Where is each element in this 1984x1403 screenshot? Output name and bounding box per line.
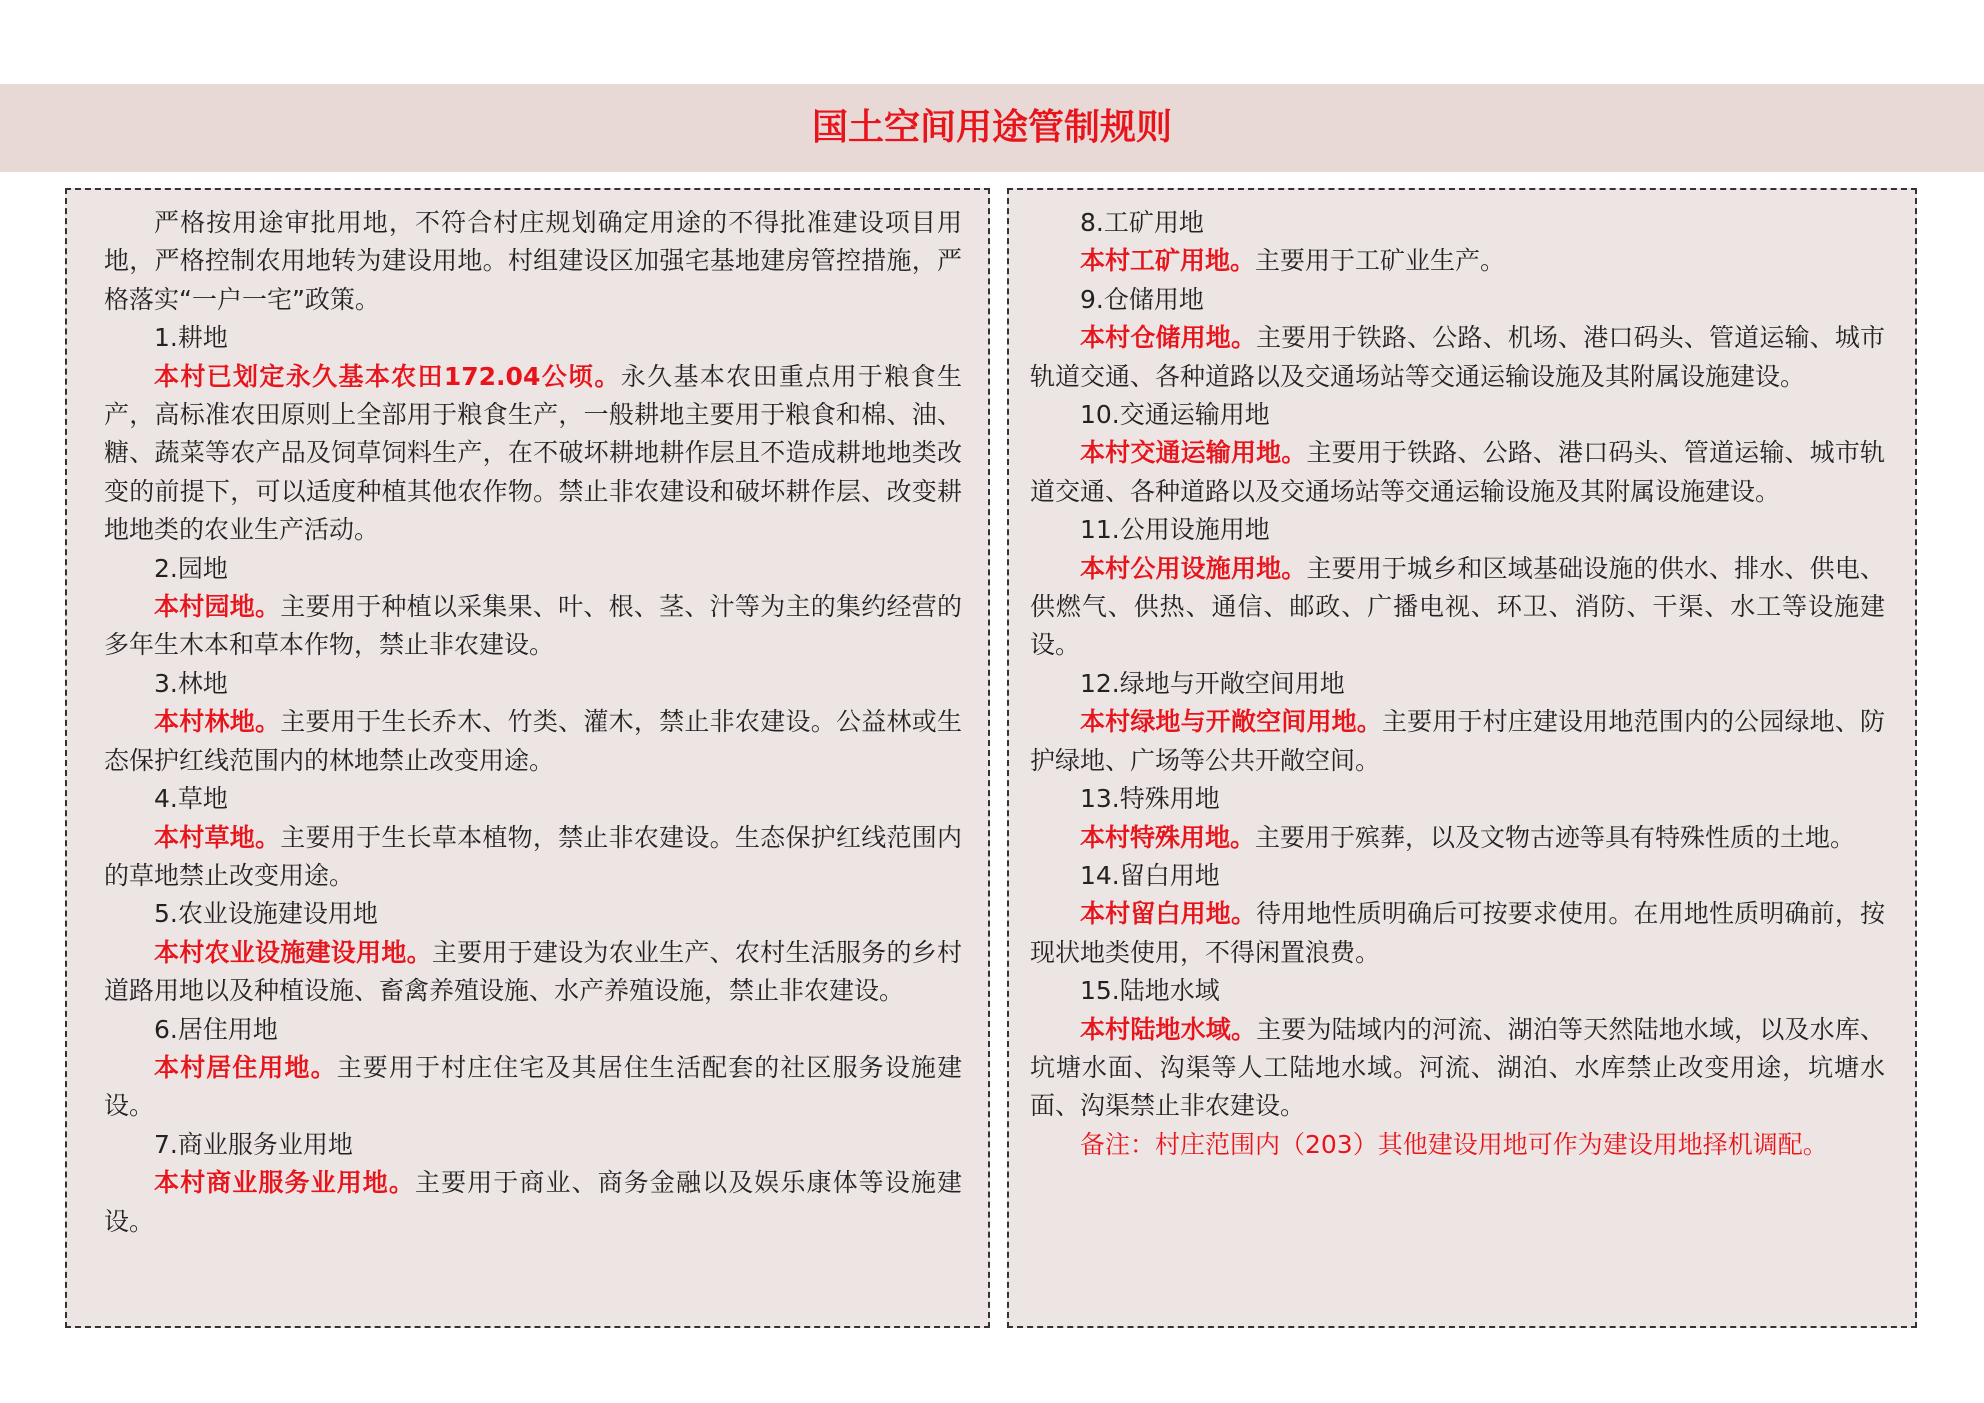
- section-highlight: 本村仓储用地。: [1080, 323, 1257, 353]
- footnote: 备注：村庄范围内（203）其他建设用地可作为建设用地择机调配。: [1080, 1129, 1828, 1159]
- section-body: [104, 703, 962, 780]
- right-panel: [1007, 188, 1917, 1328]
- section-heading: 7.商业服务业用地: [154, 1129, 353, 1159]
- section-body: [1030, 819, 1885, 857]
- section-highlight: 本村商业服务业用地。: [154, 1168, 415, 1198]
- section-body: [104, 934, 962, 1011]
- intro-paragraph: 严格按用途审批用地，不符合村庄规划确定用途的不得批准建设项目用地，严格控制农用地转为建设用地。村组建设区加强宅基地建房管控措施，严格落实“一户一宅”政策。: [104, 208, 962, 314]
- section-highlight: 本村居住用地。: [154, 1052, 337, 1082]
- section-highlight: 本村林地。: [154, 707, 281, 737]
- section-heading: 14.留白用地: [1080, 860, 1220, 890]
- section-text: 永久基本农田重点用于粮食生产，高标准农田原则上全部用于粮食生产，一般耕地主要用于粮食和棉、油、糖、蔬菜等农产品及饲草饲料生产，在不破坏耕地耕作层且不造成耕地地类改变的前提下，可以适度种植其他农作物。禁止非农建设和破坏耕作层、改变耕地地类的农业生产活动。: [104, 361, 962, 545]
- section-body: [104, 819, 962, 896]
- page-title: 国土空间用途管制规则: [811, 107, 1172, 148]
- section-body: [1030, 895, 1885, 972]
- section-heading: 8.工矿用地: [1080, 208, 1204, 237]
- section-highlight: 本村已划定永久基本农田172.04公顷。: [154, 361, 621, 391]
- section-heading: 5.农业设施建设用地: [154, 899, 378, 929]
- section-body: [104, 1049, 962, 1126]
- section-text: 主要用于建设为农业生产、农村生活服务的乡村道路用地以及种植设施、畜禽养殖设施、水产养殖设施，禁止非农建设。: [104, 937, 962, 1006]
- section-heading: 1.耕地: [154, 323, 228, 353]
- left-panel: [65, 188, 990, 1328]
- section-text: 主要用于铁路、公路、机场、港口码头、管道运输、城市轨道交通、各种道路以及交通场站等交通运输设施及其附属设施建设。: [1030, 323, 1885, 391]
- section-highlight: 本村园地。: [154, 592, 281, 622]
- section-body: [1030, 1011, 1885, 1126]
- section-text: 主要用于村庄住宅及其居住生活配套的社区服务设施建设。: [104, 1052, 962, 1121]
- section-text: 主要用于铁路、公路、港口码头、管道运输、城市轨道交通、各种道路以及交通场站等交通运输设施及其附属设施建设。: [1030, 438, 1885, 506]
- section-heading: 15.陆地水域: [1080, 976, 1220, 1006]
- section-body: [1030, 550, 1885, 665]
- section-heading: 6.居住用地: [154, 1014, 278, 1044]
- section-heading: 11.公用设施用地: [1080, 515, 1270, 545]
- section-body: [104, 588, 962, 665]
- section-text: 待用地性质明确后可按要求使用。在用地性质明确前，按现状地类使用，不得闲置浪费。: [1030, 899, 1885, 967]
- section-highlight: 本村草地。: [154, 822, 281, 852]
- section-text: 主要为陆域内的河流、湖泊等天然陆地水域，以及水库、坑塘水面、沟渠等人工陆地水域。河流、湖泊、水库禁止改变用途，坑塘水面、沟渠禁止非农建设。: [1030, 1014, 1885, 1121]
- section-heading: 12.绿地与开敞空间用地: [1080, 668, 1345, 698]
- section-body: [1030, 703, 1885, 780]
- section-body: [1030, 434, 1885, 511]
- section-heading: 4.草地: [154, 784, 228, 814]
- section-text: 主要用于城乡和区域基础设施的供水、排水、供电、供燃气、供热、通信、邮政、广播电视、环卫、消防、干渠、水工等设施建设。: [1030, 553, 1885, 660]
- section-heading: 3.林地: [154, 668, 228, 698]
- section-text: 主要用于种植以采集果、叶、根、茎、汁等为主的集约经营的多年生木本和草本作物，禁止非农建设。: [104, 592, 962, 660]
- section-text: 主要用于生长乔木、竹类、灌木，禁止非农建设。公益林或生态保护红线范围内的林地禁止改变用途。: [104, 707, 962, 775]
- section-text: 主要用于工矿业生产。: [1255, 246, 1506, 276]
- section-highlight: 本村绿地与开敞空间用地。: [1080, 707, 1382, 737]
- section-highlight: 本村陆地水域。: [1080, 1014, 1257, 1044]
- section-heading: 2.园地: [154, 553, 228, 583]
- section-body: [1030, 319, 1885, 396]
- section-body: [104, 1164, 962, 1241]
- header-band: [0, 84, 1984, 172]
- section-body: [104, 358, 962, 550]
- section-text: 主要用于商业、商务金融以及娱乐康体等设施建设。: [104, 1168, 962, 1236]
- section-highlight: 本村特殊用地。: [1080, 822, 1256, 852]
- section-heading: 9.仓储用地: [1080, 284, 1204, 314]
- section-highlight: 本村公用设施用地。: [1080, 553, 1307, 583]
- section-heading: 10.交通运输用地: [1080, 400, 1270, 430]
- section-text: 主要用于殡葬，以及文物古迹等具有特殊性质的土地。: [1255, 822, 1856, 852]
- section-text: 主要用于村庄建设用地范围内的公园绿地、防护绿地、广场等公共开敞空间。: [1030, 707, 1885, 775]
- section-highlight: 本村工矿用地。: [1080, 246, 1256, 276]
- section-text: 主要用于生长草本植物，禁止非农建设。生态保护红线范围内的草地禁止改变用途。: [104, 822, 962, 890]
- section-highlight: 本村农业设施建设用地。: [154, 937, 432, 967]
- section-heading: 13.特殊用地: [1080, 784, 1220, 814]
- section-body: [1030, 242, 1885, 280]
- section-highlight: 本村留白用地。: [1080, 899, 1257, 929]
- section-highlight: 本村交通运输用地。: [1080, 438, 1307, 468]
